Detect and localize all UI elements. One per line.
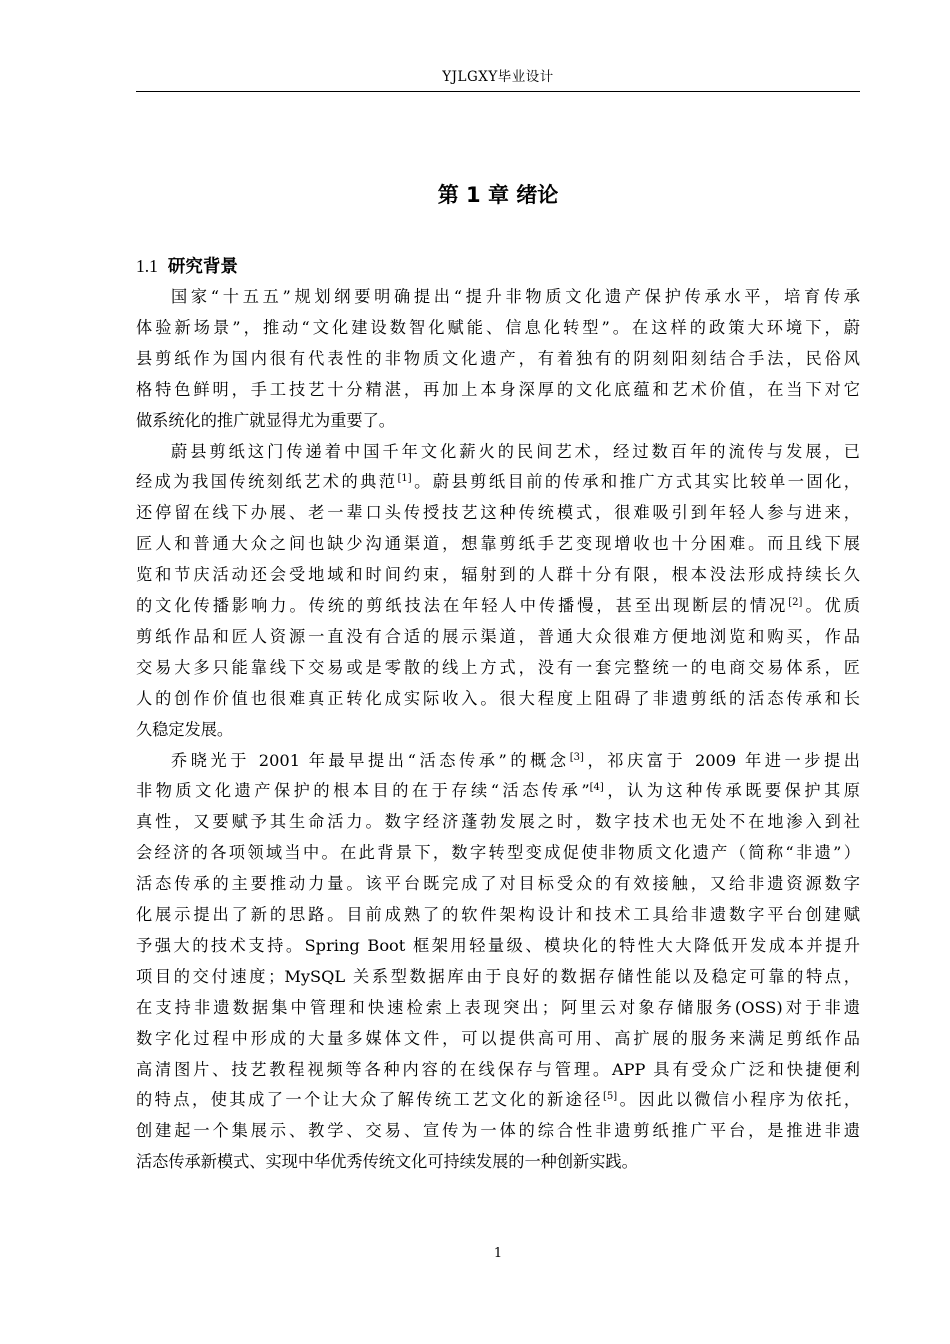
text-line: 在支持非遗数据集中管理和快速检索上表现突出；阿里云对象存储服务(OSS)对于非遗 bbox=[136, 997, 860, 1017]
text-segment: 。蔚县剪纸目前的传承和推广方式其实比较单一固化， bbox=[411, 472, 860, 492]
section-number: 1.1 bbox=[136, 256, 158, 276]
text-line: 久稳定发展。 bbox=[136, 719, 234, 739]
citation-marker: [1] bbox=[397, 473, 412, 485]
text-line: 人的创作价值也很难真正转化成实际收入。很大程度上阻碍了非遗剪纸的活态传承和长 bbox=[136, 688, 860, 708]
text-line: 格特色鲜明，手工技艺十分精湛，再加上本身深厚的文化底蕴和艺术价值，在当下对它 bbox=[136, 379, 860, 399]
text-line: 体验新场景”，推动“文化建设数智化赋能、信息化转型”。在这样的政策大环境下，蔚 bbox=[136, 317, 860, 337]
text-segment: ，认为这种传承既要保护其原 bbox=[603, 781, 860, 801]
text-line: 创建起一个集展示、教学、交易、宣传为一体的综合性非遗剪纸推广平台，是推进非遗 bbox=[136, 1121, 860, 1141]
text-line: 会经济的各项领域当中。在此背景下，数字转型变成促使非物质文化遗产（简称“非遗”） bbox=[136, 843, 860, 863]
text-line bbox=[136, 466, 860, 497]
text-line: 数字化过程中形成的大量多媒体文件，可以提供高可用、高扩展的服务来满足剪纸作品 bbox=[136, 1028, 860, 1048]
text-line: 化展示提出了新的思路。目前成熟了的软件架构设计和技术工具给非遗数字平台创建赋 bbox=[136, 905, 860, 924]
text-line bbox=[136, 590, 860, 621]
text-line: 国家“十五五”规划纲要明确提出“提升非物质文化遗产保护传承水平，培育传承 bbox=[171, 287, 860, 306]
text-segment: 的文化传播影响力。传统的剪纸技法在年轻人中传播慢，甚至出现断层的情况 bbox=[136, 596, 789, 615]
text-line: 予强大的技术支持。Spring Boot 框架用轻量级、模块化的特性大大降低开发成本并提升 bbox=[136, 935, 860, 955]
section-title: 研究背景 bbox=[167, 257, 238, 277]
text-segment: 乔晓光于 2001 年最早提出“活态传承”的概念 bbox=[171, 750, 570, 770]
text-line: 县剪纸作为国内很有代表性的非物质文化遗产，有着独有的阴刻阳刻结合手法，民俗风 bbox=[136, 348, 860, 368]
header-rule bbox=[136, 91, 860, 92]
text-line: 剪纸作品和匠人资源一直没有合适的展示渠道，普通大众很难方便地浏览和购买，作品 bbox=[136, 626, 860, 646]
text-line: 高清图片、技艺教程视频等各种内容的在线保存与管理。APP 具有受众广泛和快捷便利 bbox=[136, 1059, 860, 1079]
text-line: 项目的交付速度；MySQL 关系型数据库由于良好的数据存储性能以及稳定可靠的特点， bbox=[136, 966, 860, 986]
text-line bbox=[136, 775, 860, 806]
text-line: 览和节庆活动还会受地域和时间约束，辐射到的人群十分有限，根本没法形成持续长久 bbox=[136, 565, 860, 585]
text-segment: 。优质 bbox=[802, 596, 861, 615]
text-line: 做系统化的推广就显得尤为重要了。 bbox=[136, 410, 395, 430]
text-line: 活态传承的主要推动力量。该平台既完成了对目标受众的有效接触，又给非遗资源数字 bbox=[136, 874, 860, 894]
citation-marker: [2] bbox=[788, 597, 803, 608]
running-header: YJLGXY毕业设计 bbox=[442, 69, 554, 85]
chapter-title: 第 1 章 绪论 bbox=[437, 183, 559, 207]
text-line: 活态传承新模式、实现中华优秀传统文化可持续发展的一种创新实践。 bbox=[136, 1152, 638, 1172]
text-line: 还停留在线下办展、老一辈口头传授技艺这种传统模式，很难吸引到年轻人参与进来， bbox=[136, 503, 860, 523]
text-line: 交易大多只能靠线下交易或是零散的线上方式，没有一套完整统一的电商交易体系，匠 bbox=[136, 657, 860, 677]
text-line bbox=[136, 745, 860, 776]
citation-marker: [4] bbox=[589, 782, 604, 794]
text-segment: ，祁庆富于 2009 年进一步提出 bbox=[583, 750, 860, 770]
text-segment: 的特点，使其成了一个让大众了解传统工艺文化的新途径 bbox=[136, 1090, 603, 1110]
text-line: 蔚县剪纸这门传递着中国千年文化薪火的民间艺术，经过数百年的流传与发展，已 bbox=[171, 441, 860, 461]
text-segment: 。因此以微信小程序为依托， bbox=[617, 1090, 861, 1110]
text-line bbox=[136, 1084, 860, 1115]
page-number: 1 bbox=[493, 1246, 503, 1261]
section-heading bbox=[136, 253, 238, 280]
citation-marker: [5] bbox=[603, 1091, 618, 1103]
text-line: 匠人和普通大众之间也缺少沟通渠道，想靠剪纸手艺变现增收也十分困难。而且线下展 bbox=[136, 534, 860, 554]
text-line: 真性，又要赋予其生命活力。数字经济蓬勃发展之时，数字技术也无处不在地渗入到社 bbox=[136, 812, 860, 832]
citation-marker: [3] bbox=[569, 751, 584, 763]
text-segment: 经成为我国传统刻纸艺术的典范 bbox=[136, 472, 398, 492]
text-segment: 非物质文化遗产保护的根本目的在于存续“活态传承” bbox=[136, 781, 590, 801]
